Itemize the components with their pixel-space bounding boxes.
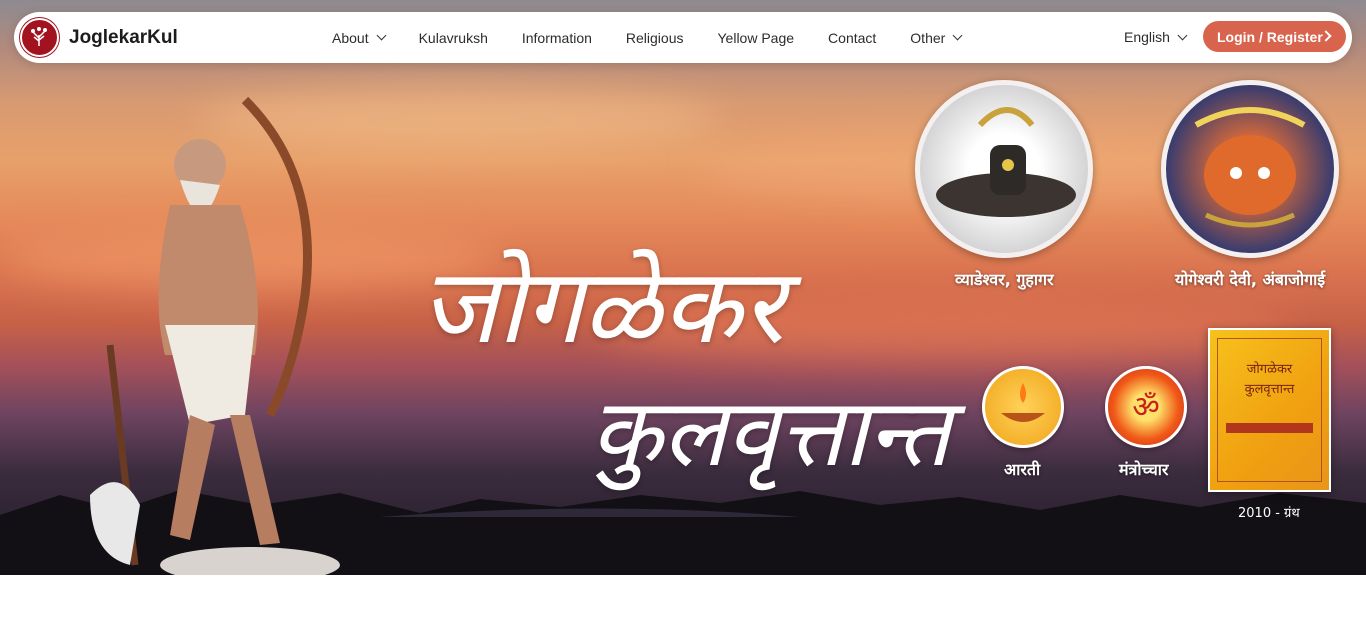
aarti-button[interactable] [982,366,1064,448]
mantra-caption: मंत्रोच्चार [1119,460,1169,479]
nav-item-label: Other [910,29,946,46]
aarti-caption: आरती [1004,460,1041,479]
book-border [1217,338,1322,482]
chevron-down-icon [1177,30,1187,40]
nav-item-other[interactable] [910,30,961,46]
language-selector[interactable] [1124,29,1186,45]
nav-item-label: Contact [828,29,877,46]
hero-title-line2: कुलवृत्तान्त [590,379,951,488]
brand[interactable] [20,18,178,57]
nav-item-label: About [332,29,369,46]
nav-item-information[interactable] [522,30,592,46]
brand-name[interactable]: JoglekarKul [69,26,178,48]
book-title-line2: कुलवृत्तान्त [1244,382,1295,397]
granth-book-cover[interactable] [1208,328,1331,492]
shivling-icon [920,85,1088,253]
nav-item-kulavruksh[interactable] [419,30,488,46]
chevron-down-icon [953,31,963,41]
nav-item-label: Kulavruksh [418,29,488,46]
hero-title-line1: जोगळेकर [420,245,785,367]
nav-item-label: Religious [625,29,684,46]
nav-item-label: Yellow Page [717,29,795,46]
book-caption: 2010 - ग्रंथ [1238,506,1300,521]
yogeshwari-image[interactable] [1161,80,1339,258]
nav-item-label: Information [521,29,592,46]
vyadeshwar-caption: व्याडेश्वर, गुहागर [955,270,1054,289]
mantra-button[interactable] [1105,366,1187,448]
book-title-line1: जोगळेकर [1246,362,1293,377]
parshuram-figure-icon [80,95,350,575]
chevron-down-icon [376,31,386,41]
yogeshwari-caption: योगेश्वरी देवी, अंबाजोगाई [1175,270,1326,289]
goddess-icon [1166,85,1334,253]
nav-item-contact[interactable] [828,30,876,46]
nav-item-yellow-page[interactable] [718,30,795,46]
language-label: English [1124,29,1170,45]
family-tree-logo-icon[interactable] [20,18,59,57]
top-navbar [14,12,1352,63]
book-band [1226,423,1313,433]
nav-item-religious[interactable] [626,30,684,46]
om-icon [1108,369,1184,445]
login-register-button[interactable] [1203,21,1346,52]
svg-text:ॐ: ॐ [1132,390,1160,425]
main-nav [332,12,995,63]
login-register-label: Login / Register [1217,28,1323,45]
diya-lamp-icon [985,369,1061,445]
vyadeshwar-image[interactable] [915,80,1093,258]
nav-item-about[interactable] [332,30,385,46]
